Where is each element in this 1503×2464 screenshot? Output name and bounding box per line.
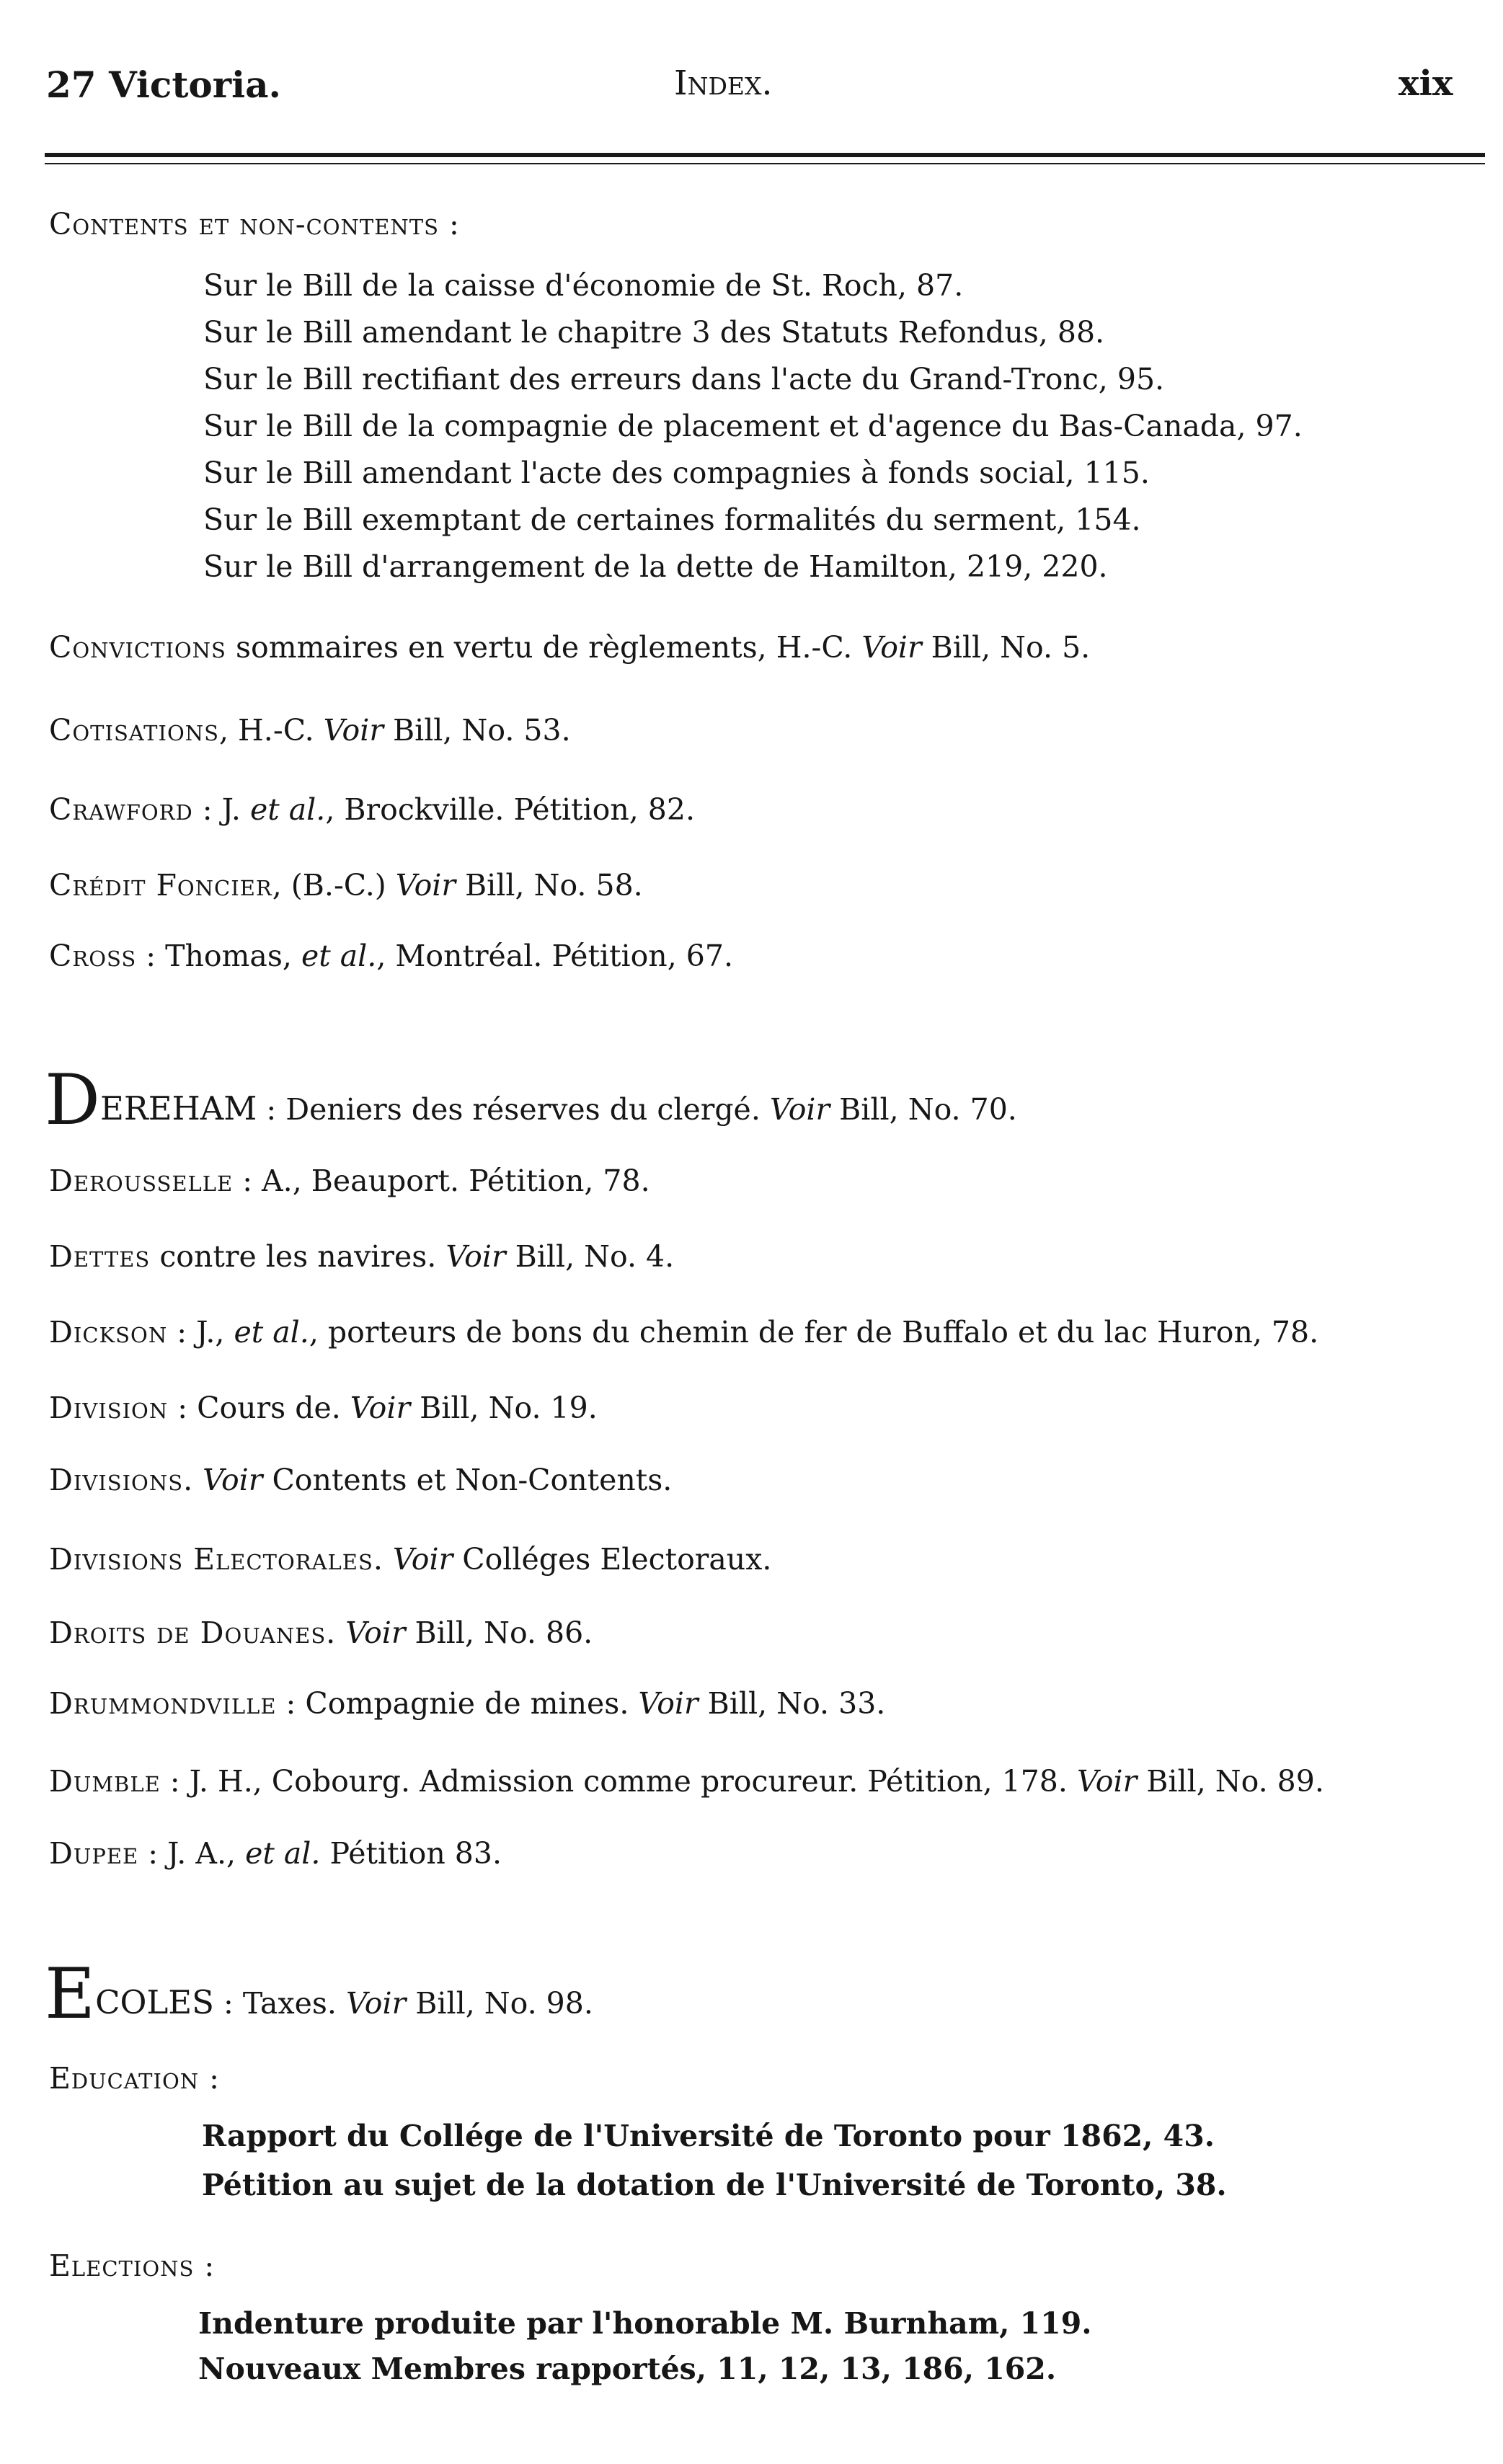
entry-elections-sub: Indenture produite par l'honorable M. Burnham, 119. xyxy=(198,2306,1092,2341)
entry-division: Division : Cours de. Voir Bill, No. 19. xyxy=(49,1391,598,1425)
entry-derousselle: Derousselle : A., Beauport. Pétition, 78. xyxy=(49,1164,650,1198)
entry-drummondville: Drummondville : Compagnie de mines. Voir Bill, No. 33. xyxy=(49,1686,886,1721)
entry-divisions: Divisions. Voir Contents et Non-Contents. xyxy=(49,1463,673,1497)
entry-education-head: Education : xyxy=(49,2061,220,2096)
entry-elections-head: Elections : xyxy=(49,2248,216,2283)
entry-contents-head: Contents et non-contents : xyxy=(49,207,460,241)
entry-contents-sub: Sur le Bill de la compagnie de placement et d'agence du Bas-Canada, 97. xyxy=(203,409,1303,443)
entry-divisions-electorales: Divisions Electorales. Voir Colléges Electoraux. xyxy=(49,1542,772,1577)
header-title: Index. xyxy=(674,63,773,103)
entry-credit-foncier: Crédit Foncier, (B.-C.) Voir Bill, No. 58. xyxy=(49,868,643,903)
entry-dettes: Dettes contre les navires. Voir Bill, No. 4. xyxy=(49,1239,675,1274)
header-rule-thin xyxy=(45,163,1485,164)
entry-contents-sub: Sur le Bill amendant le chapitre 3 des Statuts Refondus, 88. xyxy=(203,315,1105,350)
entry-droits-de-douanes: Droits de Douanes. Voir Bill, No. 86. xyxy=(49,1616,593,1650)
entry-cross: Cross : Thomas, et al., Montréal. Pétition, 67. xyxy=(49,939,733,973)
entry-dumble: Dumble : J. H., Cobourg. Admission comme procureur. Pétition, 178. Voir Bill, No. 89. xyxy=(49,1764,1324,1799)
header-session: 27 Victoria. xyxy=(46,63,281,106)
entry-ecoles: ECOLES : Taxes. Voir Bill, No. 98. xyxy=(45,1954,593,2034)
entry-education-sub: Pétition au sujet de la dotation de l'Université de Toronto, 38. xyxy=(202,2168,1227,2202)
entry-convictions: Convictions sommaires en vertu de règlements, H.-C. Voir Bill, No. 5. xyxy=(49,630,1091,665)
header-rule-thick xyxy=(45,153,1485,157)
entry-dickson: Dickson : J., et al., porteurs de bons du chemin de fer de Buffalo et du lac Huron, 78. xyxy=(49,1315,1319,1350)
entry-cotisations: Cotisations, H.-C. Voir Bill, No. 53. xyxy=(49,713,571,748)
entry-contents-sub: Sur le Bill rectifiant des erreurs dans l'acte du Grand-Tronc, 95. xyxy=(203,362,1165,396)
entry-contents-sub: Sur le Bill exemptant de certaines formalités du serment, 154. xyxy=(203,502,1141,537)
entry-contents-sub: Sur le Bill d'arrangement de la dette de Hamilton, 219, 220. xyxy=(203,549,1108,584)
page-header xyxy=(0,63,1503,114)
entry-education-sub: Rapport du Collége de l'Université de Toronto pour 1862, 43. xyxy=(202,2119,1215,2153)
header-page-number: xix xyxy=(1398,63,1453,104)
entry-elections-sub: Nouveaux Membres rapportés, 11, 12, 13, 186, 162. xyxy=(198,2352,1057,2386)
entry-crawford: Crawford : J. et al., Brockville. Pétition, 82. xyxy=(49,792,696,827)
entry-contents-sub: Sur le Bill de la caisse d'économie de St. Roch, 87. xyxy=(203,268,964,303)
entry-contents-sub: Sur le Bill amendant l'acte des compagnies à fonds social, 115. xyxy=(203,456,1150,490)
entry-dereham: DEREHAM : Deniers des réserves du clergé. Voir Bill, No. 70. xyxy=(45,1060,1017,1140)
entry-dupee: Dupee : J. A., et al. Pétition 83. xyxy=(49,1836,502,1871)
